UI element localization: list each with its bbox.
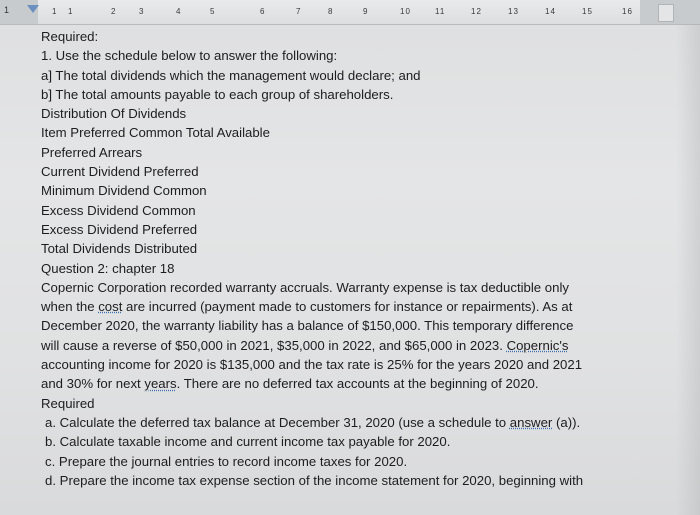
- q2-line: accounting income for 2020 is $135,000 and the tax rate is 25% for the years 2020 and 2021: [41, 357, 583, 373]
- doc-line: Question 2: chapter 18: [41, 260, 175, 276]
- ruler-tick: 13: [508, 7, 519, 16]
- doc-line: Item Preferred Common Total Available: [41, 125, 270, 141]
- q2-line: [41, 297, 671, 316]
- q2-text: are incurred (payment made to customers for instance or repairments). As at: [122, 299, 573, 315]
- document-body[interactable]: [41, 27, 671, 490]
- ruler-tick: 6: [260, 7, 266, 16]
- ruler-tick: 16: [622, 7, 633, 16]
- q2-line: [41, 374, 671, 393]
- task-a: [41, 413, 671, 432]
- ruler-tick: 15: [582, 7, 593, 16]
- spelling-flag-cost[interactable]: cost: [98, 299, 123, 315]
- doc-line: Minimum Dividend Common: [41, 183, 207, 199]
- q2-line: December 2020, the warranty liability has a balance of $150,000. This temporary difference: [41, 318, 574, 334]
- task-d: d. Prepare the income tax expense section of the income statement for 2020, beginning with: [45, 472, 584, 488]
- doc-line: Preferred Arrears: [41, 144, 143, 160]
- doc-line: b] The total amounts payable to each group of shareholders.: [41, 86, 394, 102]
- q2-text: . There are no deferred tax accounts at the beginning of 2020.: [176, 376, 539, 392]
- ruler-track: [38, 0, 700, 24]
- ruler-tick: 1: [52, 7, 58, 16]
- spelling-flag-years[interactable]: years: [144, 376, 177, 392]
- ruler-tick: 12: [471, 7, 482, 16]
- page-edge-shadow: [676, 24, 700, 515]
- spelling-flag-copernics[interactable]: Copernic's: [506, 337, 569, 353]
- q2-line: [41, 336, 671, 355]
- ruler-tick: 7: [296, 7, 302, 16]
- ruler-tick: 9: [363, 7, 369, 16]
- q2-text: will cause a reverse of $50,000 in 2021, $35,000 in 2022, and $65,000 in 2023.: [41, 337, 507, 353]
- ruler-corner-label: 1: [4, 5, 10, 15]
- task-c: c. Prepare the journal entries to record income taxes for 2020.: [45, 453, 408, 469]
- doc-line: Distribution Of Dividends: [41, 106, 187, 122]
- spelling-flag-answer[interactable]: answer: [509, 414, 553, 430]
- doc-line: Excess Dividend Preferred: [41, 221, 198, 237]
- doc-line: Current Dividend Preferred: [41, 164, 199, 180]
- ruler-tick: 5: [210, 7, 216, 16]
- ruler-tick: 11: [435, 7, 446, 16]
- ruler-tick: 4: [176, 7, 182, 16]
- task-text: (a)).: [552, 414, 581, 430]
- q2-text: when the: [41, 299, 99, 315]
- right-indent-marker-icon[interactable]: [658, 4, 674, 22]
- horizontal-ruler[interactable]: [0, 0, 700, 25]
- q2-line: Copernic Corporation recorded warranty accruals. Warranty expense is tax deductible only: [41, 279, 569, 295]
- doc-line: Excess Dividend Common: [41, 202, 196, 218]
- doc-line: a] The total dividends which the management would declare; and: [41, 67, 421, 83]
- heading-required-2: Required: [41, 395, 95, 411]
- q2-text: and 30% for next: [41, 376, 145, 392]
- heading-required: Required:: [41, 29, 99, 44]
- ruler-left-margin: [0, 0, 38, 24]
- ruler-tick: 8: [328, 7, 334, 16]
- ruler-tick: 3: [139, 7, 145, 16]
- ruler-tick: 14: [545, 7, 556, 16]
- task-b: b. Calculate taxable income and current income tax payable for 2020.: [45, 434, 451, 450]
- doc-line: Total Dividends Distributed: [41, 241, 198, 257]
- doc-line: 1. Use the schedule below to answer the following:: [41, 48, 338, 64]
- task-text: a. Calculate the deferred tax balance at December 31, 2020 (use a schedule to: [45, 414, 510, 430]
- ruler-tick: 1: [68, 7, 74, 16]
- ruler-tick: 10: [400, 7, 411, 16]
- ruler-tick: 2: [111, 7, 117, 16]
